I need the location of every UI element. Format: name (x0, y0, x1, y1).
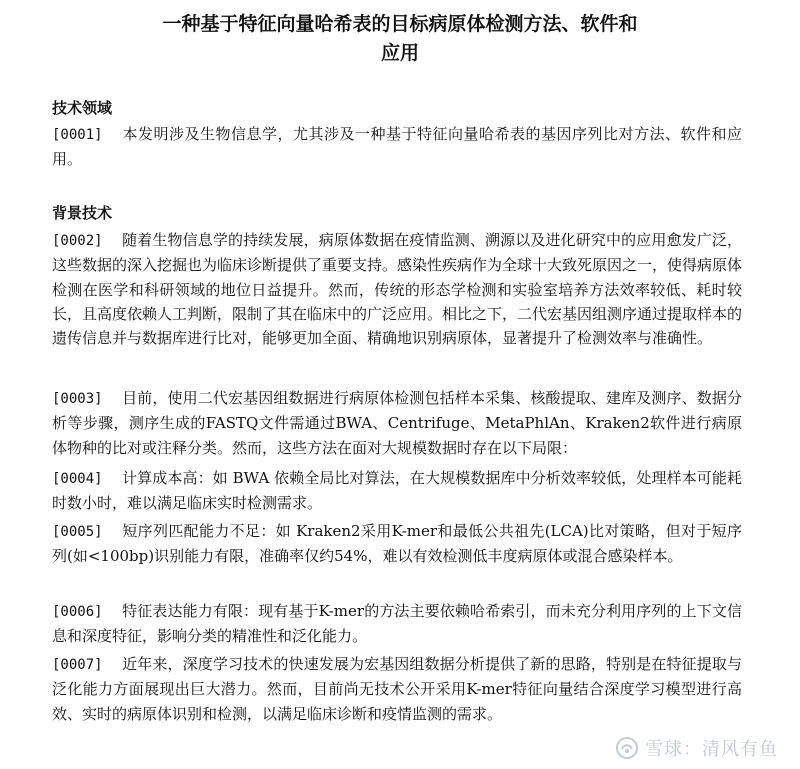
paragraph-text: 特征表达能力有限：现有基于K-mer的方法主要依赖哈希索引，而未充分利用序列的上下文信息和深度特征，影响分类的精准性和泛化能力。 (52, 602, 742, 646)
paragraph-0001 (52, 122, 742, 172)
paragraph-number: [0002] (52, 233, 103, 249)
snowball-logo-icon (615, 736, 639, 760)
section-heading-tech-field: 技术领域 (52, 99, 113, 117)
paragraph-number: [0001] (52, 127, 103, 143)
document-title-line-2: 应用 (380, 42, 419, 64)
paragraph-number: [0004] (52, 471, 103, 487)
paragraph-number: [0005] (52, 524, 103, 540)
paragraph-number: [0007] (52, 657, 103, 673)
paragraph-0004 (52, 466, 742, 516)
paragraph-text: 本发明涉及生物信息学，尤其涉及一种基于特征向量哈希表的基因序列比对方法、软件和应用。 (52, 125, 742, 169)
paragraph-number: [0003] (52, 391, 103, 407)
paragraph-0002 (52, 228, 742, 350)
paragraph-text: 目前，使用二代宏基因组数据进行病原体检测包括样本采集、核酸提取、建库及测序、数据分析等步骤，测序生成的FASTQ文件需通过BWA、Centrifuge、MetaPhlAn、Kraken2软件进行病原体物种的比对或注释分类。然而，这些方法在面对大规模数据时存在以下局限： (52, 389, 742, 457)
paragraph-0006 (52, 599, 742, 649)
paragraph-text: 近年来，深度学习技术的快速发展为宏基因组数据分析提供了新的思路，特别是在特征提取与泛化能力方面展现出巨大潜力。然而，目前尚无技术公开采用K-mer特征向量结合深度学习模型进行高效、实时的病原体识别和检测，以满足临床诊断和疫情监测的需求。 (52, 655, 742, 723)
paragraph-0005 (52, 519, 742, 569)
document-title-line-1: 一种基于特征向量哈希表的目标病原体检测方法、软件和 (162, 13, 638, 35)
paragraph-0007 (52, 652, 742, 726)
paragraph-text: 随着生物信息学的持续发展，病原体数据在疫情监测、溯源以及进化研究中的应用愈发广泛，这些数据的深入挖掘也为临床诊断提供了重要支持。感染性疾病作为全球十大致死原因之一，使得病原体检测在医学和科研领域的地位日益提升。然而，传统的形态学检测和实验室培养方法效率较低、耗时较长，且高度依赖人工判断，限制了其在临床中的广泛应用。相比之下，二代宏基因组测序通过提取样本的遗传信息并与数据库进行比对，能够更加全面、精确地识别病原体，显著提升了检测效率与准确性。 (52, 231, 743, 348)
section-heading-background: 背景技术 (52, 204, 113, 222)
paragraph-number: [0006] (52, 604, 103, 620)
paragraph-text: 计算成本高：如 BWA 依赖全局比对算法，在大规模数据库中分析效率较低，处理样本可能耗时数小时，难以满足临床实时检测需求。 (52, 469, 742, 513)
watermark (615, 735, 778, 761)
paragraph-text: 短序列匹配能力不足：如 Kraken2采用K-mer和最低公共祖先(LCA)比对策略，但对于短序列(如<100bp)识别能力有限，准确率仅约54%，难以有效检测低丰度病原体或混合感染样本。 (52, 522, 742, 566)
watermark-text: 雪球：清风有鱼 (645, 739, 778, 760)
paragraph-0003 (52, 386, 742, 460)
